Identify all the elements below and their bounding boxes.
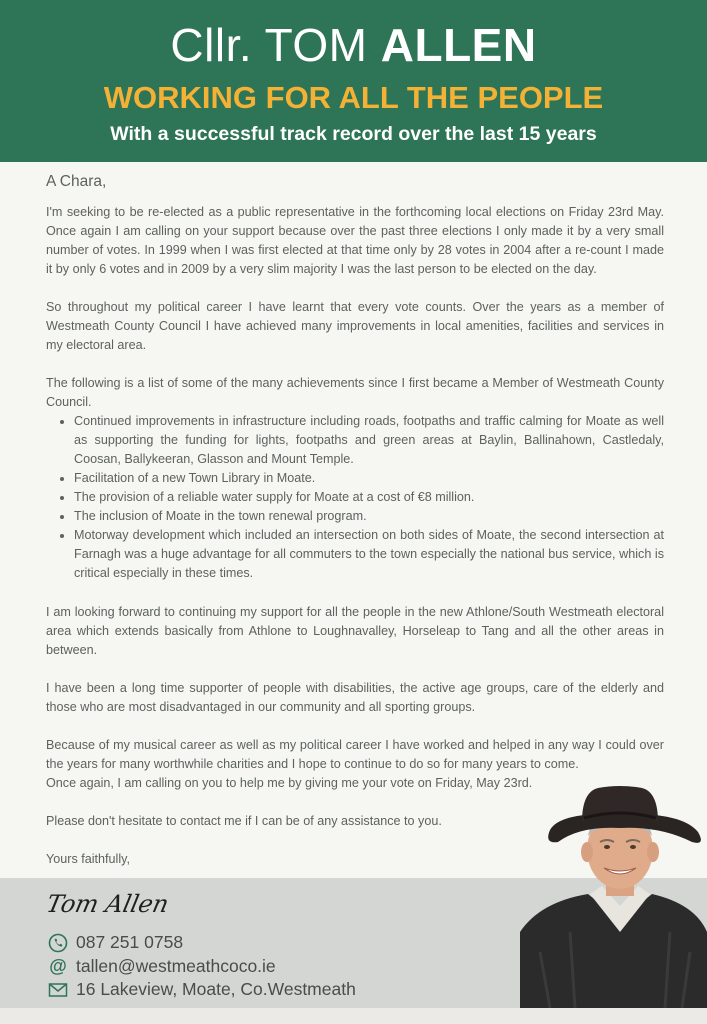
- salutation: A Chara,: [46, 173, 107, 190]
- name-surname: ALLEN: [380, 19, 537, 71]
- campaign-subtitle: With a successful track record over the last 15 years: [110, 123, 597, 145]
- list-item: • Continued improvements in infrastructure including roads, footpaths and traffic calming for Moate as well as supporting the funding for lights, footpaths and green areas at Baylin, Ballinahown, Castledaly, Coosan, Ballykeeran, Glasson and Mount Temple.: [74, 412, 664, 469]
- contact-address: [48, 979, 356, 1000]
- contact-phone: [48, 932, 183, 953]
- list-item: • Facilitation of a new Town Library in Moate.: [74, 469, 664, 488]
- phone-number: 087 251 0758: [76, 932, 184, 952]
- paragraph-supporter: I have been a long time supporter of people with disabilities, the active age groups, care of the elderly and those who are most disadvantaged in our community and all sporting groups.: [46, 681, 664, 714]
- page-bottom-margin: [0, 1008, 707, 1024]
- postal-address: 16 Lakeview, Moate, Co.Westmeath: [76, 979, 356, 999]
- header-banner: [0, 0, 707, 162]
- paragraph-vote-appeal: Once again, I am calling on you to help me by giving me your vote on Friday, May 23rd.: [46, 776, 533, 790]
- paragraph-career: So throughout my political career I have learnt that every vote counts. Over the years as a member of Westmeath County Council I have achieved many improvements in local amenities, facilities and services in my electoral area.: [46, 300, 664, 352]
- closing: Yours faithfully,: [46, 852, 131, 866]
- paragraph-music-career: Because of my musical career as well as my political career I have worked and helped in any way I could over the years for many worthwhile charities and I hope to continue to do so for many years to come.: [46, 738, 664, 771]
- phone-icon: [48, 933, 68, 953]
- name-prefix: Cllr. TOM: [170, 19, 381, 71]
- achievements-list: [46, 412, 664, 583]
- list-item: • Motorway development which included an intersection on both sides of Moate, the second intersection at Farnagh was a huge advantage for all commuters to the town especially the national bus service, which is critical especially in these times.: [74, 526, 664, 583]
- letter-body: [46, 173, 664, 888]
- candidate-photo: [520, 782, 707, 1008]
- signature: Tom Allen: [44, 890, 172, 918]
- paragraph-achievements-intro: The following is a list of some of the many achievements since I first became a Member of Westmeath County Council.: [46, 376, 664, 409]
- at-icon: @: [49, 956, 67, 976]
- paragraph-contact: Please don't hesitate to contact me if I can be of any assistance to you.: [46, 814, 442, 828]
- contact-email: [48, 956, 276, 977]
- paragraph-electoral-area: I am looking forward to continuing my support for all the people in the new Athlone/South Westmeath electoral area which extends basically from Athlone to Loughnavalley, Horseleap to Tang and all the other areas in between.: [46, 605, 664, 657]
- paragraph-intro: I'm seeking to be re-elected as a public representative in the forthcoming local elections on Friday 23rd May. Once again I am calling on your support because over the past three elections I only made it by a very small number of votes. In 1999 when I was first elected at that time only by 28 votes in 2004 after a re-count I made it by only 6 votes and in 2009 by a very slim majority I was the last person to be elected on the day.: [46, 205, 664, 276]
- email-address: tallen@westmeathcoco.ie: [76, 956, 276, 976]
- list-item: • The inclusion of Moate in the town renewal program.: [74, 507, 664, 526]
- envelope-icon: [48, 980, 68, 1000]
- candidate-name: [0, 18, 707, 72]
- list-item: • The provision of a reliable water supply for Moate at a cost of €8 million.: [74, 488, 664, 507]
- campaign-tagline: WORKING FOR ALL THE PEOPLE: [103, 80, 604, 115]
